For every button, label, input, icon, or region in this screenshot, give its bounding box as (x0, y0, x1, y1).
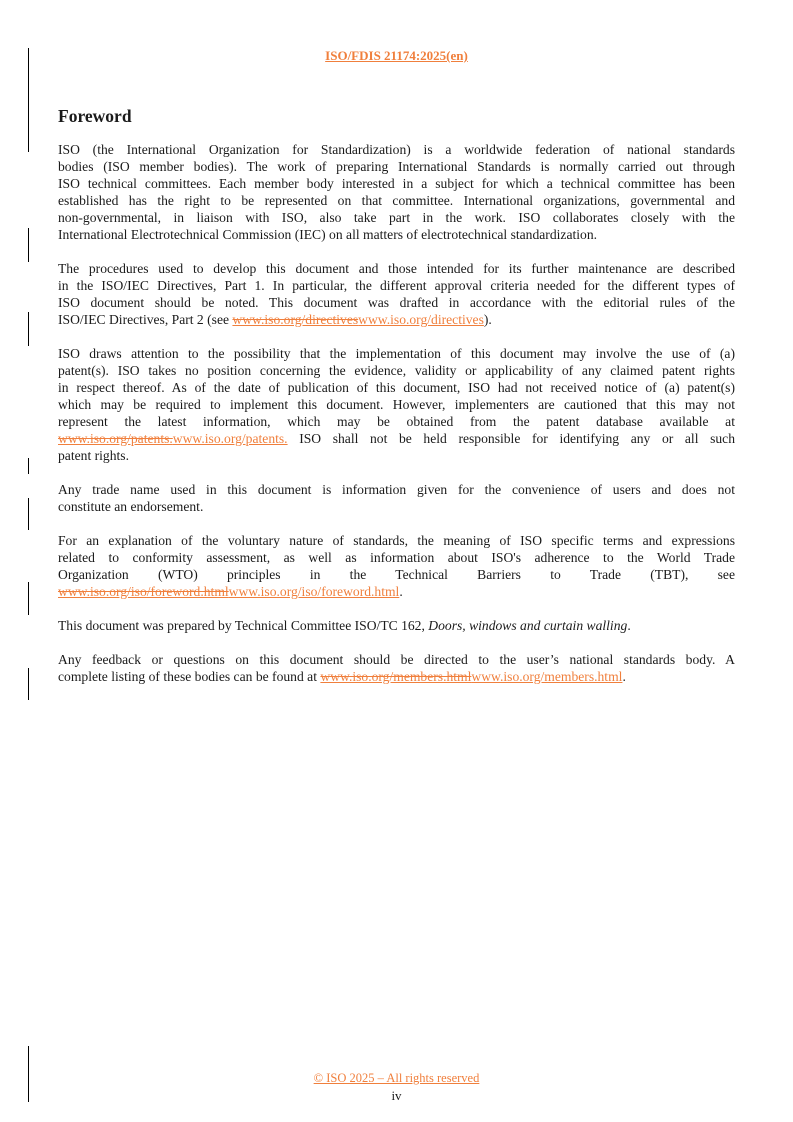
paragraph (58, 260, 735, 328)
text-line (58, 413, 735, 430)
text-line (58, 175, 735, 192)
text-line (58, 379, 735, 396)
text-line (58, 481, 735, 498)
text-line (58, 260, 735, 277)
text-line (58, 498, 735, 515)
text-segment: ISO technical committees. Each member body interested in a subject for which a technical committee has been (58, 176, 735, 191)
text-segment: Organization (WTO) principles in the Technical Barriers to Trade (TBT), see (58, 567, 735, 582)
deleted-link[interactable]: www.iso.org/patents. (58, 431, 173, 446)
inserted-link[interactable]: www.iso.org/patents. (172, 431, 288, 446)
paragraph (58, 345, 735, 464)
copyright-footer[interactable]: © ISO 2025 – All rights reserved (313, 1071, 480, 1085)
paragraph (58, 532, 735, 600)
change-bar (28, 228, 29, 262)
text-segment: ISO draws attention to the possibility that the implementation of this document may involve the use of (a) (58, 346, 735, 361)
text-segment: ISO shall not be held responsible for identifying any or all such (287, 431, 735, 446)
text-line (58, 158, 735, 175)
text-line (58, 532, 735, 549)
text-segment: ISO document should be noted. This document was drafted in accordance with the editorial rules of the (58, 295, 735, 310)
text-line (58, 226, 735, 243)
text-line (58, 192, 735, 209)
text-line (58, 651, 735, 668)
text-line (58, 668, 735, 685)
text-segment: Any feedback or questions on this document should be directed to the user’s national standards body. A (58, 652, 735, 667)
paragraph (58, 141, 735, 243)
text-line (58, 396, 735, 413)
text-segment: . (622, 669, 626, 684)
text-line (58, 362, 735, 379)
text-segment: patent rights. (58, 448, 129, 463)
text-segment: patent(s). ISO takes no position concerning the evidence, validity or applicability of any claimed patent rights (58, 363, 735, 378)
inserted-link[interactable]: www.iso.org/iso/foreword.html (228, 584, 400, 599)
deleted-link[interactable]: www.iso.org/iso/foreword.html (58, 584, 229, 599)
text-segment: constitute an endorsement. (58, 499, 204, 514)
text-segment: in the ISO/IEC Directives, Part 1. In particular, the different approval criteria needed for the different types of (58, 278, 735, 293)
deleted-link[interactable]: www.iso.org/directives (232, 312, 359, 327)
paragraph (58, 651, 735, 685)
change-bar (28, 312, 29, 346)
change-bar (28, 668, 29, 700)
text-segment: non-governmental, in liaison with ISO, also take part in the work. ISO collaborates closely with the (58, 210, 735, 225)
document-header[interactable]: ISO/FDIS 21174:2025(en) (325, 48, 468, 63)
committee-title: Doors, windows and curtain walling (428, 618, 628, 633)
text-line (58, 549, 735, 566)
text-segment: represent the latest information, which may be obtained from the patent database available at (58, 414, 735, 429)
text-segment: International Electrotechnical Commission (IEC) on all matters of electrotechnical standardization. (58, 227, 598, 242)
text-line (58, 566, 735, 583)
section-title: Foreword (58, 106, 132, 126)
text-line (58, 294, 735, 311)
paragraph (58, 481, 735, 515)
text-segment: For an explanation of the voluntary nature of standards, the meaning of ISO specific terms and expressions (58, 533, 735, 548)
text-segment: which may be required to implement this document. However, implementers are cautioned that this may not (58, 397, 735, 412)
paragraph (58, 617, 735, 634)
change-bar (28, 582, 29, 615)
text-segment: ). (483, 312, 492, 327)
text-line (58, 209, 735, 226)
text-line (58, 141, 735, 158)
inserted-link[interactable]: www.iso.org/directives (358, 312, 484, 327)
text-segment: in respect thereof. As of the date of publication of this document, ISO had not received notice of (a) patent(s) (58, 380, 735, 395)
change-bar (28, 458, 29, 474)
text-segment: ISO/IEC Directives, Part 2 (see (58, 312, 233, 327)
text-line (58, 277, 735, 294)
text-segment: . (627, 618, 631, 633)
text-line (58, 583, 735, 600)
text-line (58, 447, 735, 464)
text-segment: Any trade name used in this document is information given for the convenience of users and does not (58, 482, 735, 497)
text-line (58, 617, 735, 634)
page-number: iv (391, 1088, 402, 1103)
deleted-link[interactable]: www.iso.org/members.html (320, 669, 472, 684)
text-segment: ISO (the International Organization for Standardization) is a worldwide federation of national standards (58, 142, 735, 157)
text-line (58, 345, 735, 362)
text-segment: The procedures used to develop this document and those intended for its further maintenance are described (58, 261, 735, 276)
text-segment: complete listing of these bodies can be found at (58, 669, 321, 684)
text-segment: bodies (ISO member bodies). The work of preparing International Standards is normally carried out through (58, 159, 735, 174)
document-body (58, 141, 735, 702)
text-segment: established has the right to be represented on that committee. International organizations, governmental and (58, 193, 735, 208)
text-segment: . (399, 584, 403, 599)
change-bar (28, 498, 29, 530)
text-line (58, 430, 735, 447)
text-segment: This document was prepared by Technical Committee ISO/TC 162, (58, 618, 429, 633)
inserted-link[interactable]: www.iso.org/members.html (471, 669, 623, 684)
text-line (58, 311, 735, 328)
text-segment: related to conformity assessment, as well as information about ISO's adherence to the World Trade (58, 550, 735, 565)
